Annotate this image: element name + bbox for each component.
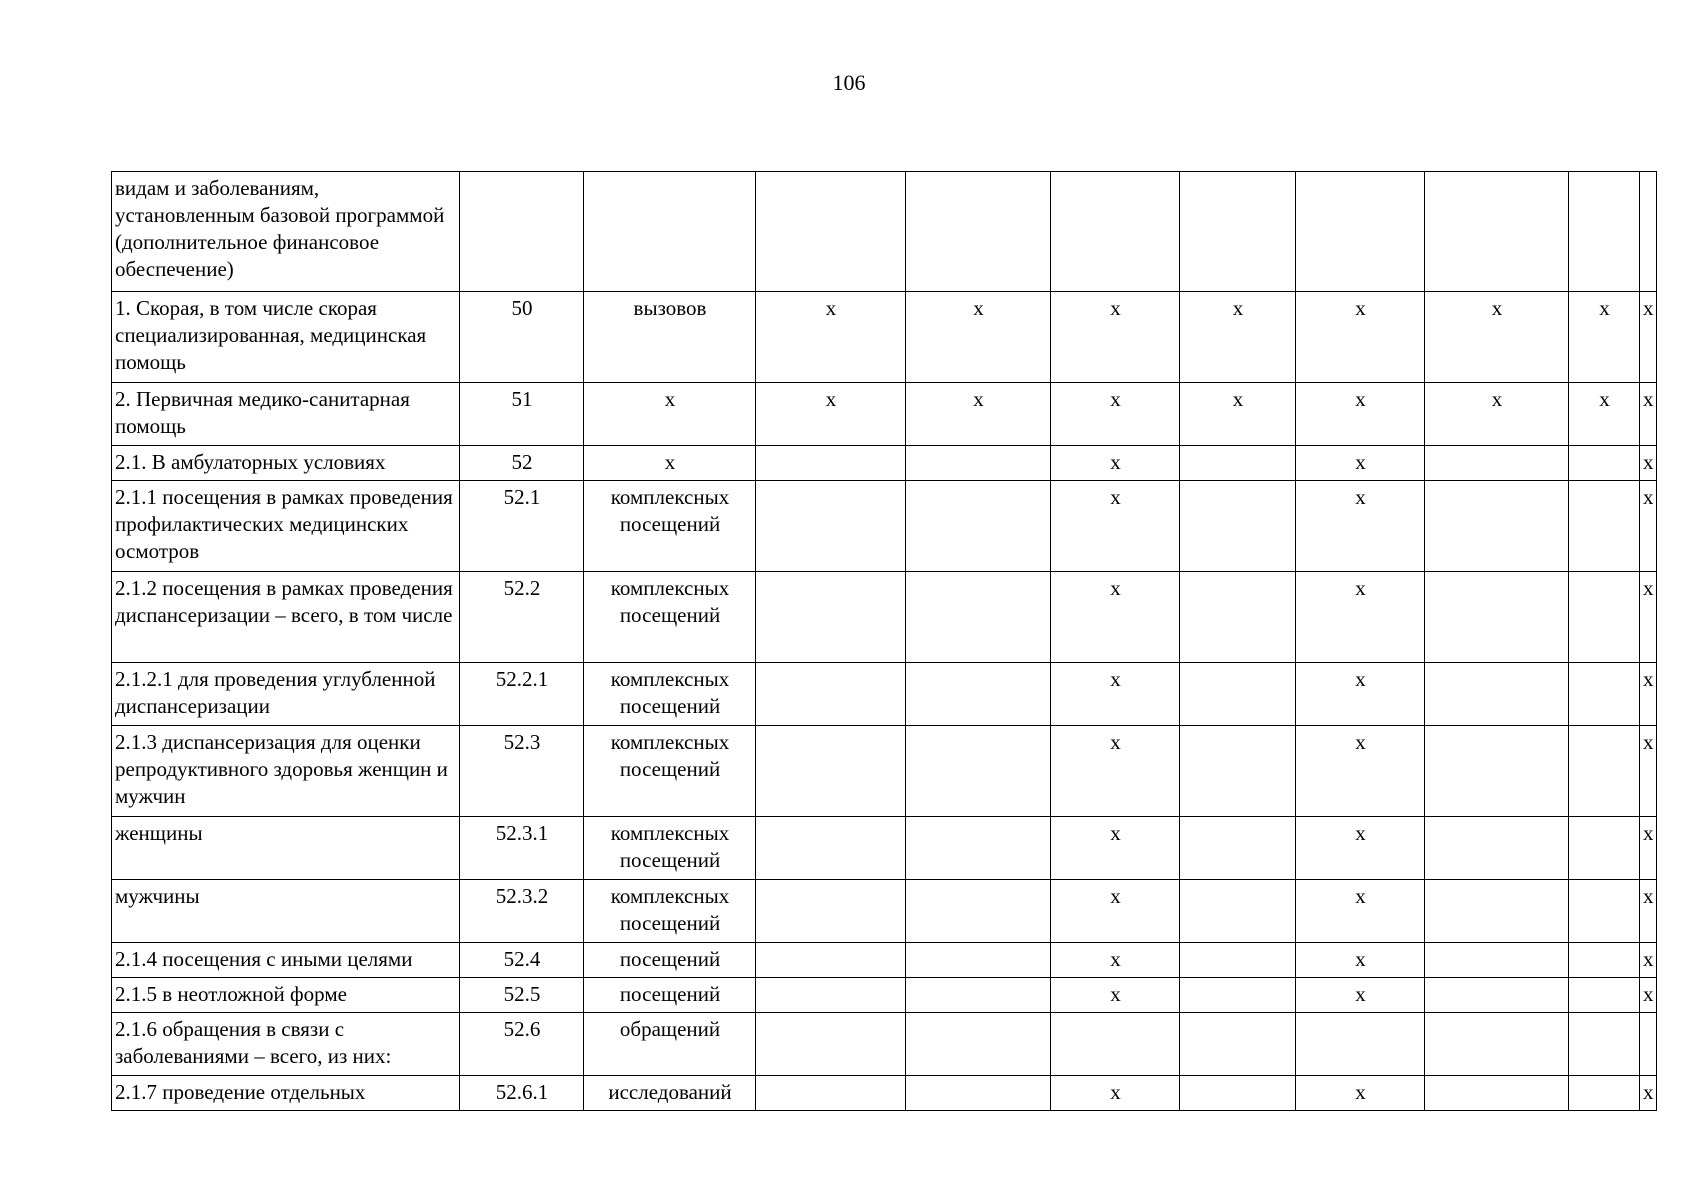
table-row — [112, 1076, 1657, 1111]
value-cell — [1425, 172, 1569, 292]
value-cell — [1569, 978, 1640, 1013]
value-cell — [906, 1013, 1051, 1076]
value-cell — [1425, 726, 1569, 817]
row-code-cell: 52.4 — [460, 943, 584, 978]
row-name-cell: женщины — [112, 817, 460, 880]
row-name-cell: 2.1.6 обращения в связи с заболеваниями – всего, из них: — [112, 1013, 460, 1076]
table-row — [112, 446, 1657, 481]
value-cell — [756, 446, 906, 481]
value-cell — [1569, 1013, 1640, 1076]
value-cell — [1569, 943, 1640, 978]
value-cell — [756, 880, 906, 943]
value-cell: х — [1296, 292, 1425, 383]
value-cell — [756, 817, 906, 880]
value-cell — [906, 978, 1051, 1013]
row-unit-cell: х — [584, 446, 756, 481]
value-cell: х — [1640, 978, 1657, 1013]
row-code-cell: 52.3.1 — [460, 817, 584, 880]
value-cell: х — [1180, 383, 1296, 446]
value-cell — [1425, 978, 1569, 1013]
value-cell: х — [1051, 726, 1180, 817]
value-cell: х — [1051, 446, 1180, 481]
row-name-cell: 2.1. В амбулаторных условиях — [112, 446, 460, 481]
row-code-cell: 50 — [460, 292, 584, 383]
row-name-cell: 2.1.7 проведение отдельных — [112, 1076, 460, 1111]
value-cell: х — [906, 383, 1051, 446]
row-name-cell: 2.1.3 диспансеризация для оценки репродуктивного здоровья женщин и мужчин — [112, 726, 460, 817]
table-row — [112, 481, 1657, 572]
row-code-cell: 52.6 — [460, 1013, 584, 1076]
value-cell — [1569, 446, 1640, 481]
value-cell — [1425, 1076, 1569, 1111]
row-unit-cell: комплексных посещений — [584, 481, 756, 572]
row-code-cell: 52.6.1 — [460, 1076, 584, 1111]
value-cell: х — [906, 292, 1051, 383]
value-cell — [1425, 943, 1569, 978]
row-name-cell: 2.1.5 в неотложной форме — [112, 978, 460, 1013]
value-cell — [906, 1076, 1051, 1111]
value-cell: х — [1051, 663, 1180, 726]
value-cell — [1569, 172, 1640, 292]
value-cell — [756, 663, 906, 726]
value-cell — [1640, 1013, 1657, 1076]
row-unit-cell: вызовов — [584, 292, 756, 383]
value-cell — [906, 481, 1051, 572]
row-code-cell: 52.3.2 — [460, 880, 584, 943]
value-cell — [756, 978, 906, 1013]
value-cell: х — [1296, 880, 1425, 943]
value-cell: х — [1640, 880, 1657, 943]
row-name-cell: 2.1.4 посещения с иными целями — [112, 943, 460, 978]
table-row — [112, 292, 1657, 383]
value-cell — [756, 172, 906, 292]
value-cell — [1180, 446, 1296, 481]
value-cell: х — [1640, 481, 1657, 572]
row-code-cell: 52.2.1 — [460, 663, 584, 726]
value-cell: х — [1640, 663, 1657, 726]
row-name-cell: мужчины — [112, 880, 460, 943]
table-row — [112, 663, 1657, 726]
value-cell — [1425, 1013, 1569, 1076]
value-cell: х — [1051, 817, 1180, 880]
value-cell: х — [1296, 943, 1425, 978]
value-cell — [1296, 1013, 1425, 1076]
value-cell: х — [1051, 383, 1180, 446]
value-cell: х — [1296, 481, 1425, 572]
value-cell: х — [1569, 292, 1640, 383]
value-cell: х — [1051, 978, 1180, 1013]
row-code-cell: 52 — [460, 446, 584, 481]
table-row — [112, 726, 1657, 817]
value-cell — [1569, 481, 1640, 572]
value-cell: х — [756, 292, 906, 383]
value-cell: х — [1051, 292, 1180, 383]
value-cell: х — [1296, 383, 1425, 446]
row-unit-cell: комплексных посещений — [584, 663, 756, 726]
value-cell: х — [1640, 1076, 1657, 1111]
row-code-cell: 52.5 — [460, 978, 584, 1013]
value-cell — [1569, 663, 1640, 726]
row-name-cell: 2. Первичная медико-санитарная помощь — [112, 383, 460, 446]
value-cell: х — [1051, 481, 1180, 572]
value-cell: х — [1051, 943, 1180, 978]
row-code-cell: 52.1 — [460, 481, 584, 572]
value-cell — [1425, 817, 1569, 880]
row-code-cell: 52.2 — [460, 572, 584, 663]
value-cell — [906, 663, 1051, 726]
value-cell — [1296, 172, 1425, 292]
table-row — [112, 880, 1657, 943]
data-table — [111, 171, 1657, 1111]
value-cell — [906, 943, 1051, 978]
table-body — [112, 172, 1657, 1111]
row-name-cell: 2.1.2 посещения в рамках проведения диспансеризации – всего, в том числе — [112, 572, 460, 663]
value-cell — [1569, 726, 1640, 817]
row-unit-cell: комплексных посещений — [584, 726, 756, 817]
row-unit-cell: комплексных посещений — [584, 817, 756, 880]
value-cell — [756, 1076, 906, 1111]
value-cell — [1180, 1076, 1296, 1111]
value-cell: х — [1425, 292, 1569, 383]
value-cell — [1051, 1013, 1180, 1076]
row-code-cell: 51 — [460, 383, 584, 446]
value-cell — [906, 172, 1051, 292]
value-cell — [756, 481, 906, 572]
value-cell — [1569, 1076, 1640, 1111]
value-cell: х — [1640, 446, 1657, 481]
value-cell — [1180, 1013, 1296, 1076]
row-name-cell: видам и заболеваниям, установленным базовой программой (дополнительное финансовое обеспечение) — [112, 172, 460, 292]
value-cell — [1180, 726, 1296, 817]
value-cell: х — [1640, 817, 1657, 880]
value-cell — [756, 1013, 906, 1076]
value-cell — [1569, 572, 1640, 663]
row-unit-cell: комплексных посещений — [584, 880, 756, 943]
value-cell: х — [1180, 292, 1296, 383]
value-cell — [1180, 943, 1296, 978]
value-cell — [756, 943, 906, 978]
row-unit-cell: посещений — [584, 978, 756, 1013]
table-row — [112, 817, 1657, 880]
value-cell: х — [1640, 572, 1657, 663]
table-row — [112, 978, 1657, 1013]
value-cell — [1180, 663, 1296, 726]
value-cell — [906, 572, 1051, 663]
value-cell: х — [1051, 572, 1180, 663]
value-cell: х — [1296, 446, 1425, 481]
value-cell: х — [1051, 1076, 1180, 1111]
value-cell: х — [1569, 383, 1640, 446]
value-cell: х — [1640, 943, 1657, 978]
value-cell — [906, 726, 1051, 817]
value-cell — [1425, 880, 1569, 943]
value-cell — [756, 572, 906, 663]
value-cell: х — [1296, 726, 1425, 817]
value-cell: х — [1640, 383, 1657, 446]
value-cell — [1640, 172, 1657, 292]
row-unit-cell: х — [584, 383, 756, 446]
row-name-cell: 2.1.1 посещения в рамках проведения профилактических медицинских осмотров — [112, 481, 460, 572]
value-cell — [1425, 663, 1569, 726]
value-cell: х — [1296, 978, 1425, 1013]
table-row — [112, 1013, 1657, 1076]
value-cell — [756, 726, 906, 817]
row-code-cell — [460, 172, 584, 292]
value-cell — [1180, 880, 1296, 943]
table-row — [112, 172, 1657, 292]
value-cell — [1425, 446, 1569, 481]
value-cell — [1569, 817, 1640, 880]
value-cell: х — [1051, 880, 1180, 943]
row-name-cell: 2.1.2.1 для проведения углубленной диспансеризации — [112, 663, 460, 726]
row-unit-cell: обращений — [584, 1013, 756, 1076]
value-cell — [1569, 880, 1640, 943]
row-unit-cell: комплексных посещений — [584, 572, 756, 663]
value-cell: х — [1296, 663, 1425, 726]
value-cell: х — [1425, 383, 1569, 446]
table-row — [112, 572, 1657, 663]
table-row — [112, 383, 1657, 446]
value-cell — [906, 880, 1051, 943]
value-cell: х — [1640, 292, 1657, 383]
row-code-cell: 52.3 — [460, 726, 584, 817]
value-cell: х — [1296, 817, 1425, 880]
row-unit-cell: посещений — [584, 943, 756, 978]
value-cell — [1180, 481, 1296, 572]
value-cell — [906, 446, 1051, 481]
row-unit-cell — [584, 172, 756, 292]
value-cell: х — [1296, 572, 1425, 663]
value-cell — [1425, 572, 1569, 663]
value-cell — [1051, 172, 1180, 292]
value-cell: х — [1296, 1076, 1425, 1111]
row-unit-cell: исследований — [584, 1076, 756, 1111]
value-cell — [1180, 978, 1296, 1013]
value-cell: х — [756, 383, 906, 446]
table-row — [112, 943, 1657, 978]
value-cell — [1425, 481, 1569, 572]
value-cell — [1180, 572, 1296, 663]
value-cell — [1180, 817, 1296, 880]
value-cell — [906, 817, 1051, 880]
value-cell: х — [1640, 726, 1657, 817]
page-number: 106 — [832, 70, 866, 95]
row-name-cell: 1. Скорая, в том числе скорая специализированная, медицинская помощь — [112, 292, 460, 383]
value-cell — [1180, 172, 1296, 292]
